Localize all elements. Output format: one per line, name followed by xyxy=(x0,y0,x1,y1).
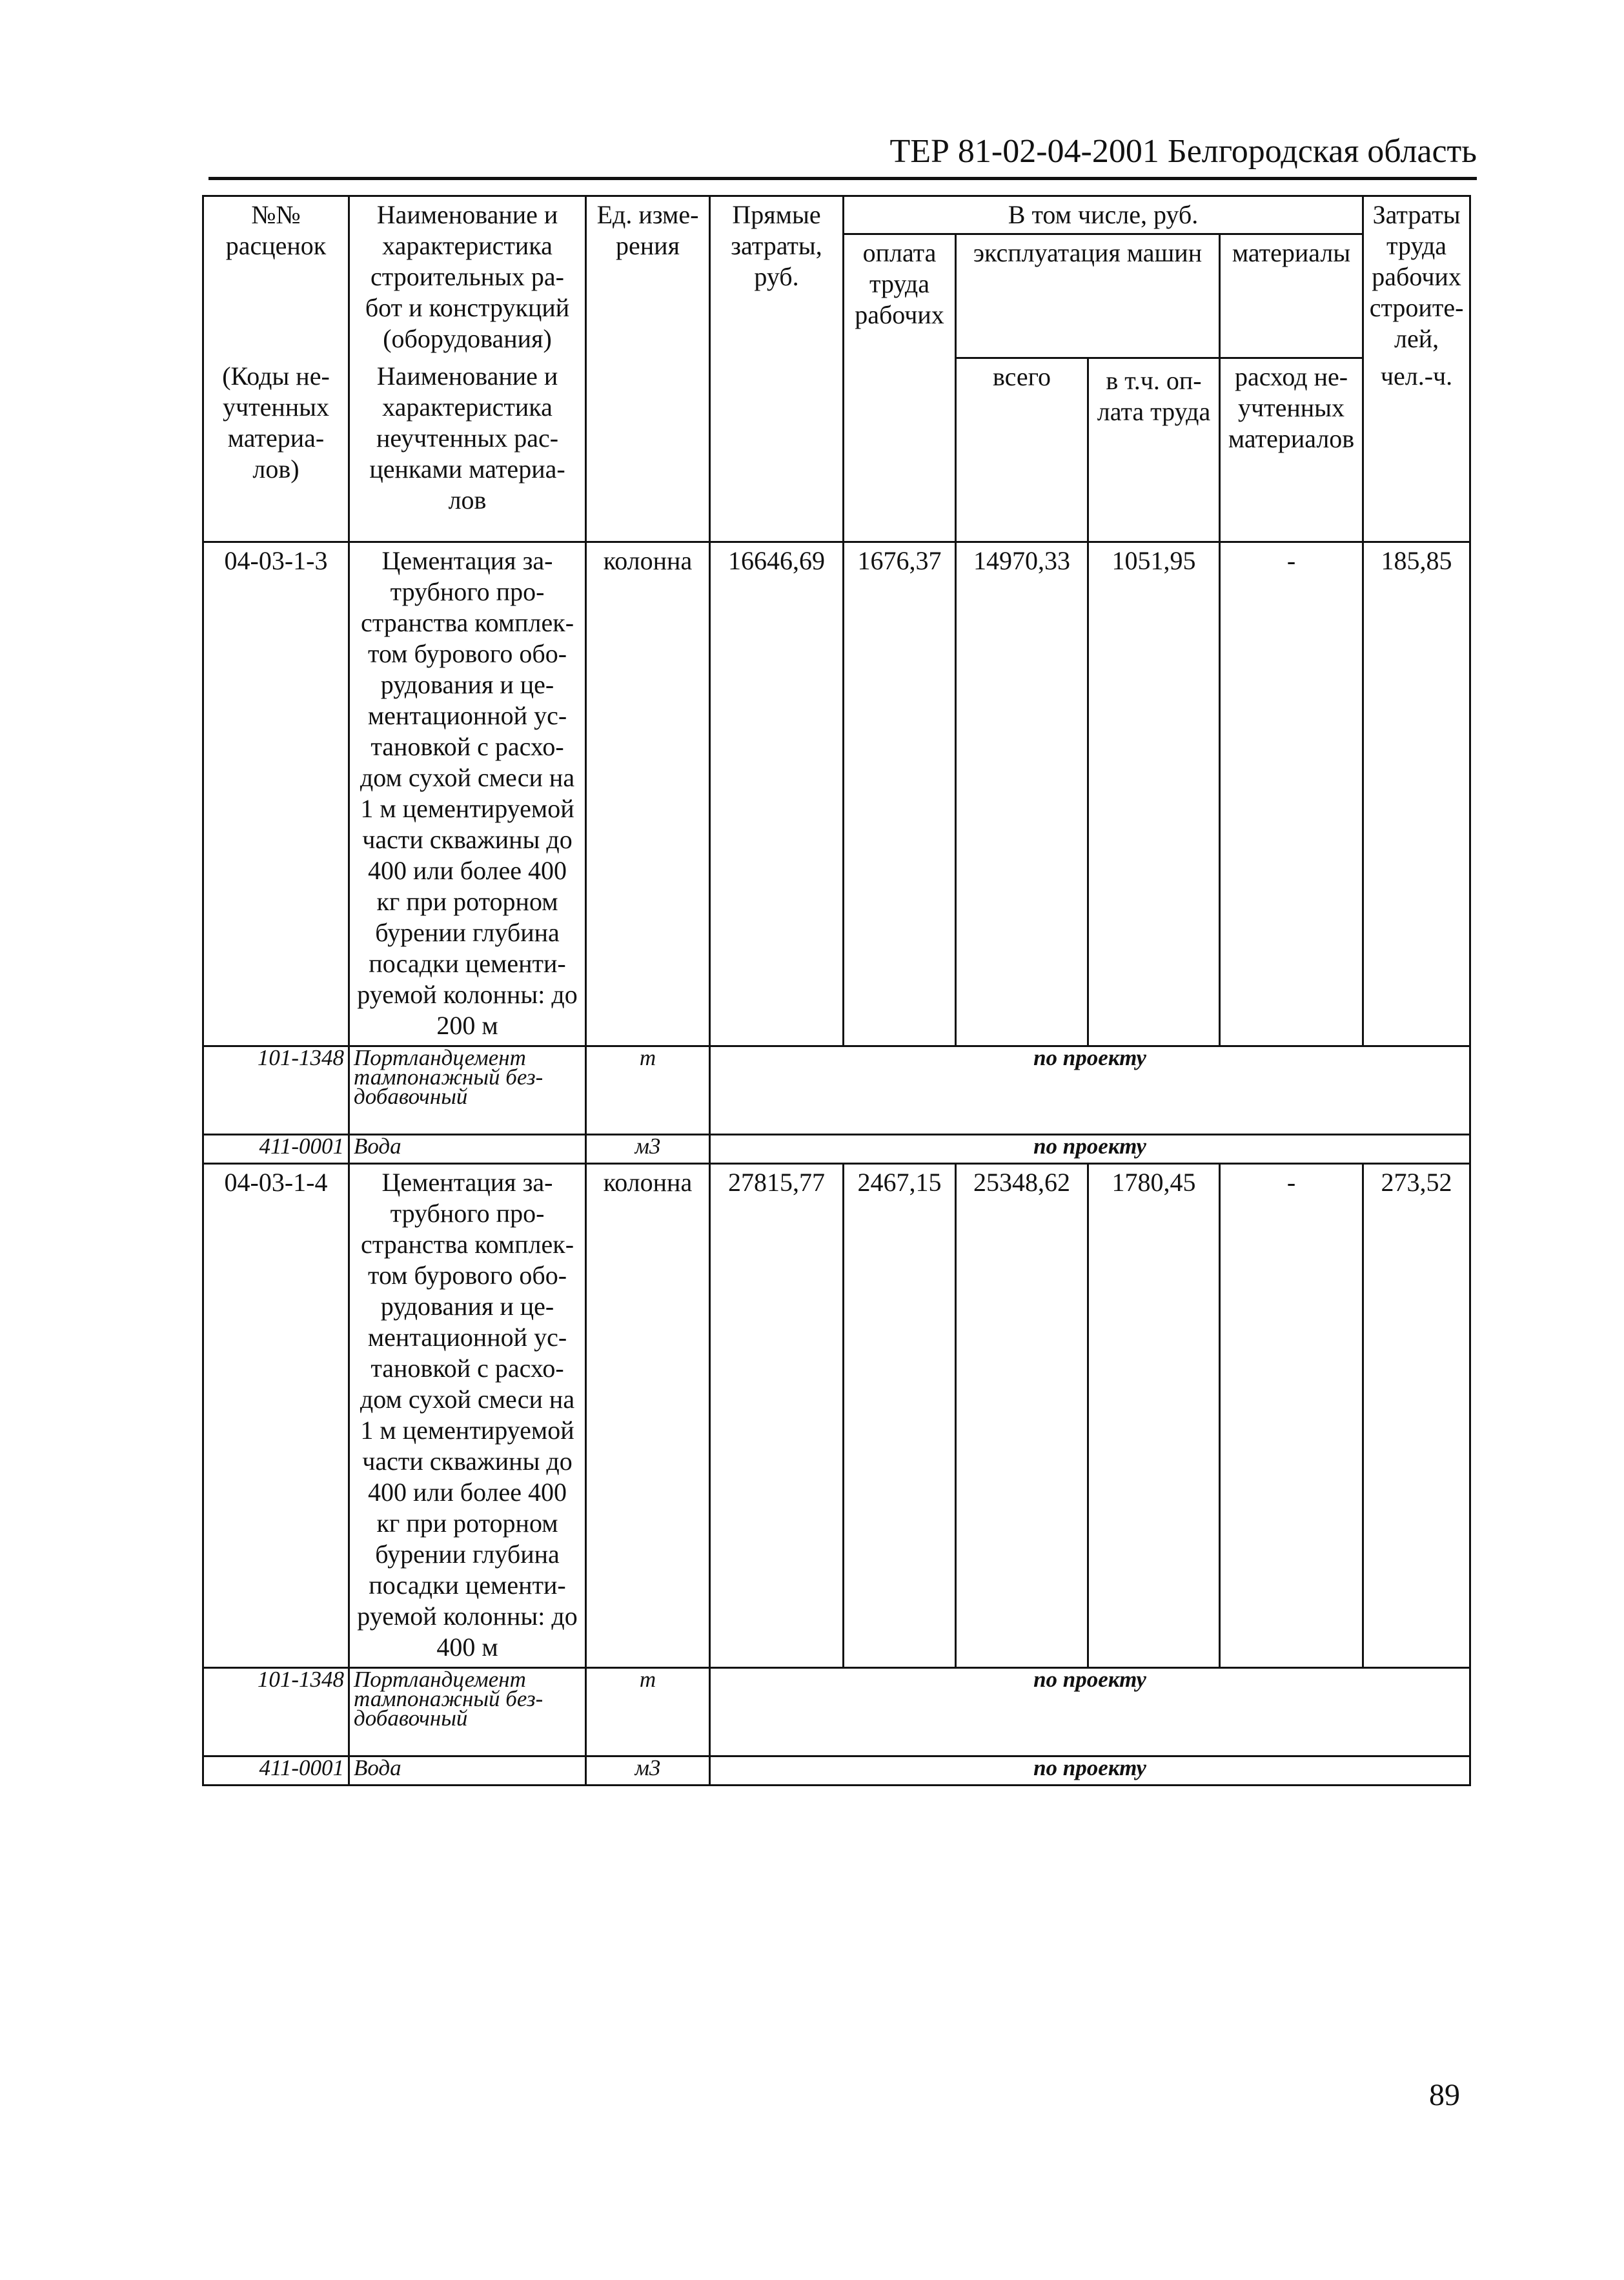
col-header-direct: Прямые затраты, руб. xyxy=(710,196,844,542)
rate-machine-wage: 1780,45 xyxy=(1088,1164,1220,1668)
material-unit: т xyxy=(586,1046,710,1135)
material-note: по проекту xyxy=(710,1668,1470,1756)
material-code: 411-0001 xyxy=(203,1135,349,1164)
col-header-unit: Ед. изме-рения xyxy=(586,196,710,542)
rate-labor-pay: 2467,15 xyxy=(844,1164,956,1668)
col-header-labor-cost: Затраты труда рабочих строите-лей, xyxy=(1363,196,1470,358)
material-note: по проекту xyxy=(710,1756,1470,1786)
header-rule xyxy=(208,177,1477,180)
material-code: 101-1348 xyxy=(203,1668,349,1756)
material-unit: м3 xyxy=(586,1135,710,1164)
col-header-materials: материалы xyxy=(1220,234,1363,358)
material-unit: м3 xyxy=(586,1756,710,1786)
material-code: 411-0001 xyxy=(203,1756,349,1786)
page-number: 89 xyxy=(1429,2078,1460,2112)
material-code: 101-1348 xyxy=(203,1046,349,1135)
col-header-labor-unit: чел.-ч. xyxy=(1363,358,1470,542)
rate-unit: колонна xyxy=(586,542,710,1046)
material-note: по проекту xyxy=(710,1135,1470,1164)
rate-materials: - xyxy=(1220,1164,1363,1668)
table-row xyxy=(203,1164,1470,1668)
material-row xyxy=(203,1668,1470,1756)
table-header-row xyxy=(203,196,1470,234)
material-name: Портландцемент тампонажный без-добавочный xyxy=(349,1668,586,1756)
col-header-code-sub: (Коды не-учтенных материа-лов) xyxy=(203,358,349,542)
col-header-code: №№ расценок xyxy=(203,196,349,358)
material-unit: т xyxy=(586,1668,710,1756)
rate-machine-total: 14970,33 xyxy=(956,542,1088,1046)
rate-labor-pay: 1676,37 xyxy=(844,542,956,1046)
rate-code: 04-03-1-4 xyxy=(203,1164,349,1668)
col-header-name: Наименование и характеристика строительных ра-бот и конструкций (оборудования) xyxy=(349,196,586,358)
material-row xyxy=(203,1756,1470,1786)
material-note: по проекту xyxy=(710,1046,1470,1135)
material-name: Портландцемент тампонажный без-добавочный xyxy=(349,1046,586,1135)
material-name: Вода xyxy=(349,1756,586,1786)
rates-table xyxy=(202,195,1471,1786)
col-header-labor-pay: оплата труда рабочих xyxy=(844,234,956,542)
rate-direct-cost: 27815,77 xyxy=(710,1164,844,1668)
rate-code: 04-03-1-3 xyxy=(203,542,349,1046)
material-name: Вода xyxy=(349,1135,586,1164)
rate-labor-hours: 273,52 xyxy=(1363,1164,1470,1668)
col-header-machine-total: всего xyxy=(956,358,1088,542)
material-row xyxy=(203,1046,1470,1135)
col-header-machine-wage: в т.ч. оп-лата труда xyxy=(1088,358,1220,542)
col-header-name-sub: Наименование и характеристика неучтенных рас-ценками материа-лов xyxy=(349,358,586,542)
running-header: ТЕР 81-02-04-2001 Белгородская область xyxy=(889,133,1477,170)
rate-machine-wage: 1051,95 xyxy=(1088,542,1220,1046)
material-row xyxy=(203,1135,1470,1164)
table-row xyxy=(203,542,1470,1046)
col-header-including: В том числе, руб. xyxy=(844,196,1363,234)
col-header-materials-sub: расход не-учтенных материалов xyxy=(1220,358,1363,542)
rate-machine-total: 25348,62 xyxy=(956,1164,1088,1668)
col-header-machines: эксплуатация машин xyxy=(956,234,1220,358)
rate-materials: - xyxy=(1220,542,1363,1046)
rate-unit: колонна xyxy=(586,1164,710,1668)
rate-labor-hours: 185,85 xyxy=(1363,542,1470,1046)
rate-direct-cost: 16646,69 xyxy=(710,542,844,1046)
rate-name: Цементация за-трубного про-странства комплек-том бурового обо-рудования и це-ментационной ус-тановкой с расхо-дом сухой смеси на 1 м цементируемой части скважины до 400 или более 400 кг при роторном бурении глубина посадки цементи-руемой колонны: до 200 м xyxy=(349,542,586,1046)
rate-name: Цементация за-трубного про-странства комплек-том бурового обо-рудования и це-ментационной ус-тановкой с расхо-дом сухой смеси на 1 м цементируемой части скважины до 400 или более 400 кг при роторном бурении глубина посадки цементи-руемой колонны: до 400 м xyxy=(349,1164,586,1668)
